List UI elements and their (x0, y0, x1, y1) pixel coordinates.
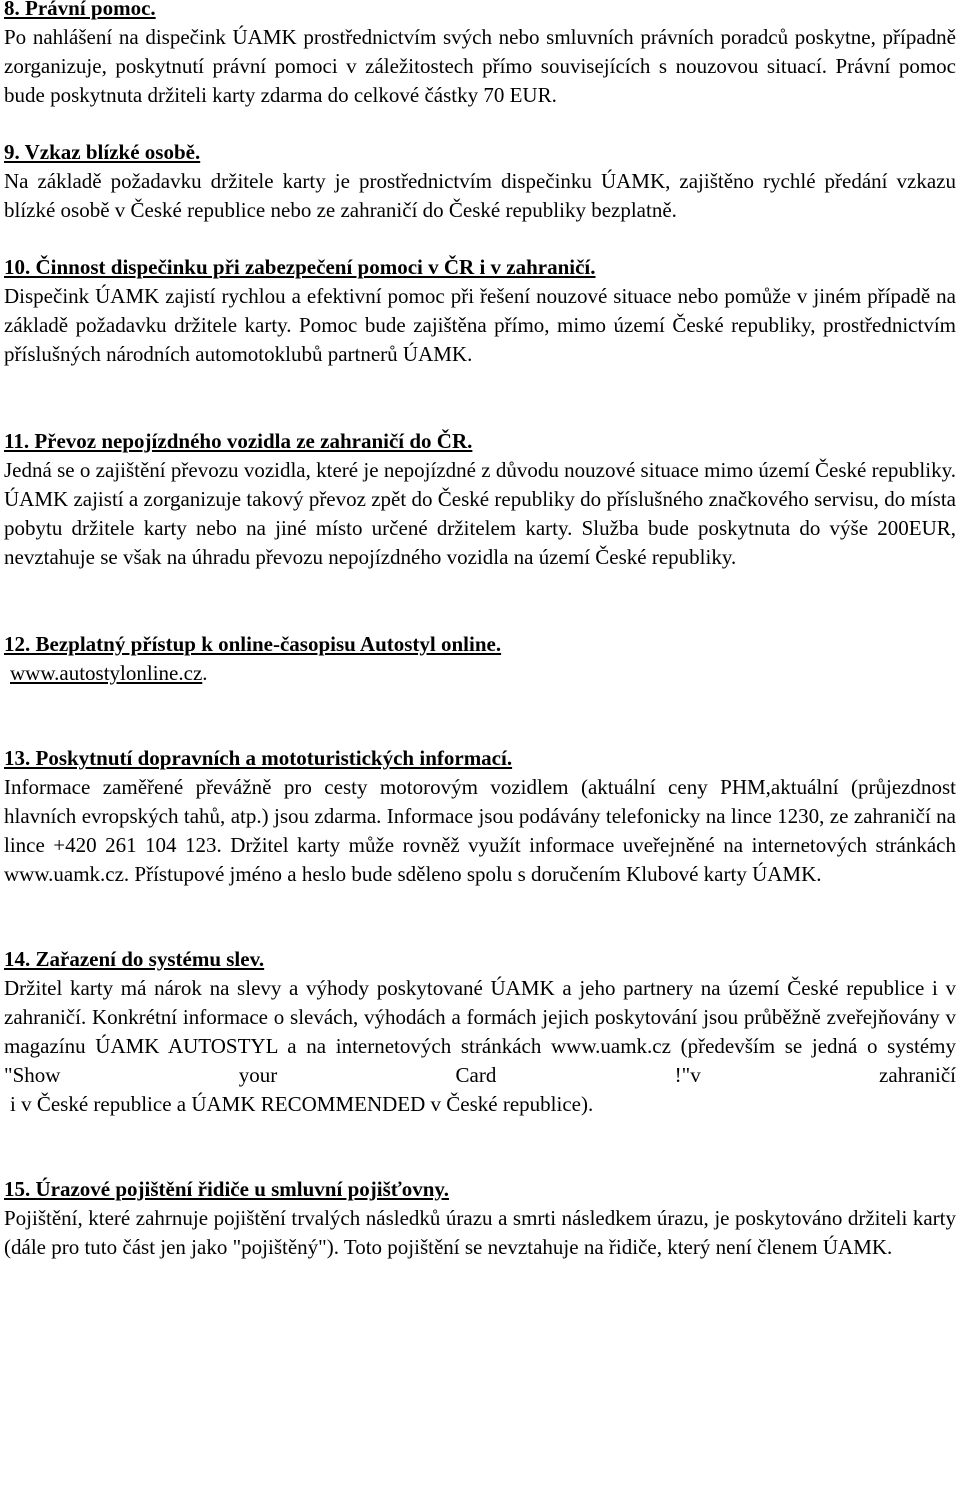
section-heading-text: 12. Bezplatný přístup k online-časopisu Autostyl online. (4, 632, 502, 656)
section-9 (4, 138, 956, 225)
section-body: Pojištění, které zahrnuje pojištění trvalých následků úrazu a smrti následkem úrazu, je poskytováno držiteli karty (dále pro tuto část jen jako "pojištěný"). Toto pojištění se nevztahuje na řidiče, který není členem ÚAMK. (4, 1206, 956, 1259)
section-heading (4, 744, 956, 773)
section-heading-text: 8. Právní pomoc. (4, 0, 156, 20)
section-body: Dispečink ÚAMK zajistí rychlou a efektivní pomoc při řešení nouzové situace nebo pomůže v jiném případě na základě požadavku držitele karty. Pomoc bude zajištěna přímo, mimo území České republiky, prostřednictvím příslušných národních automotoklubů partnerů ÚAMK. (4, 284, 956, 366)
section-body: Informace zaměřené převážně pro cesty motorovým vozidlem (aktuální ceny PHM,aktuální (průjezdnost hlavních evropských tahů, atp.) jsou zdarma. Informace jsou podávány telefonicky na lince 1230, ze zahraničí na lince +420 261 104 123. Držitel karty může rovněž využít informace uveřejněné na internetových stránkách www.uamk.cz. Přístupové jméno a heslo bude sděleno spolu s doručením Klubové karty ÚAMK. (4, 775, 956, 886)
section-heading-text: 15. Úrazové pojištění řidiče u smluvní pojišťovny. (4, 1177, 449, 1201)
section-8 (4, 0, 956, 110)
section-heading-text: 10. Činnost dispečinku při zabezpečení pomoci v ČR i v zahraničí. (4, 255, 596, 279)
section-body: Po nahlášení na dispečink ÚAMK prostřednictvím svých nebo smluvních právních poradců poskytne, případně zorganizuje, poskytnutí právní pomoci v záležitostech přímo souvisejících s nouzovou situací. Právní pomoc bude poskytnuta držiteli karty zdarma do celkové částky 70 EUR. (4, 25, 956, 107)
section-13 (4, 744, 956, 889)
section-heading (4, 1175, 956, 1204)
section-heading (4, 0, 956, 23)
section-heading-text: 11. Převoz nepojízdného vozidla ze zahraničí do ČR. (4, 429, 473, 453)
section-heading-text: 13. Poskytnutí dopravních a mototuristických informací. (4, 746, 513, 770)
section-15 (4, 1175, 956, 1262)
section-body: Držitel karty má nárok na slevy a výhody poskytované ÚAMK a jeho partnery na území České republice i v zahraničí. Konkrétní informace o slevách, výhodách a formách jejich poskytování jsou průběžně zveřejňovány v magazínu ÚAMK AUTOSTYL a na internetových stránkách www.uamk.cz (především se jedná o systémy "Show your Card !"v zahraničí (4, 976, 956, 1087)
section-12 (4, 630, 956, 688)
section-body: Jedná se o zajištění převozu vozidla, které je nepojízdné z důvodu nouzové situace mimo území České republiky. ÚAMK zajistí a zorganizuje takový převoz zpět do České republiky do příslušného značkového servisu, do místa pobytu držitele karty nebo na jiné místo určené držitelem karty. Služba bude poskytnuta do výše 200EUR, nevztahuje se však na úhradu převozu nepojízdného vozidla na území České republiky. (4, 458, 956, 569)
link-suffix: . (202, 661, 208, 685)
document-page (4, 0, 956, 1262)
section-body: Na základě požadavku držitele karty je prostřednictvím dispečinku ÚAMK, zajištěno rychlé předání vzkazu blízké osobě v České republice nebo ze zahraničí do České republiky bezplatně. (4, 169, 956, 222)
autostyl-link[interactable]: www.autostylonline.cz (10, 661, 203, 685)
section-10 (4, 253, 956, 369)
section-heading (4, 427, 956, 456)
section-body-tail: i v České republice a ÚAMK RECOMMENDED v České republice). (10, 1092, 594, 1116)
section-heading (4, 945, 956, 974)
section-link-line (4, 659, 956, 688)
section-heading-text: 14. Zařazení do systému slev. (4, 947, 265, 971)
section-14 (4, 945, 956, 1119)
section-heading (4, 138, 956, 167)
section-heading (4, 630, 956, 659)
section-heading (4, 253, 956, 282)
section-heading-text: 9. Vzkaz blízké osobě. (4, 140, 201, 164)
section-11 (4, 427, 956, 572)
